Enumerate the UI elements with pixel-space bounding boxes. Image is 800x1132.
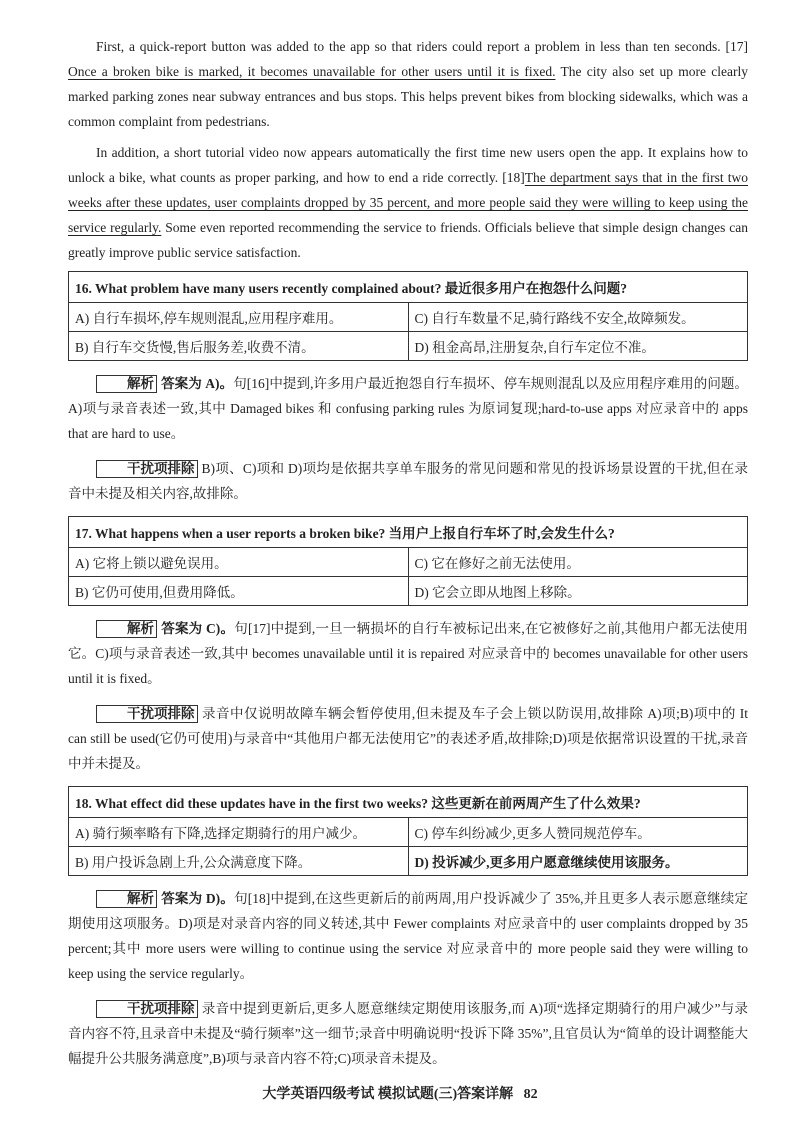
option-a: A) 骑行频率略有下降,选择定期骑行的用户减少。: [69, 818, 409, 847]
passage-text: First, a quick-report button was added to the app so that riders could report a problem in less than ten seconds.: [96, 39, 721, 54]
option-b: B) 它仍可使用,但费用降低。: [69, 577, 409, 606]
option-a: A) 它将上锁以避免误用。: [69, 548, 409, 577]
page-content: [68, 34, 748, 1071]
question-table-18: [68, 786, 748, 876]
passage-paragraph-2: [68, 140, 748, 265]
sentence-marker-18: [18]: [502, 170, 525, 185]
underlined-sentence-17: Once a broken bike is marked, it becomes unavailable for other users until it is fixed.: [68, 64, 556, 79]
distractor-text: B)项、C)项和 D)项均是依据共享单车服务的常见问题和常见的投诉场景设置的干扰,但在录音中未提及相关内容,故排除。: [68, 461, 748, 501]
option-a: A) 自行车损坏,停车规则混乱,应用程序难用。: [69, 303, 409, 332]
option-b: B) 用户投诉急剧上升,公众满意度下降。: [69, 847, 409, 876]
explanation-17: [68, 616, 748, 691]
passage-text: In addition, a short tutorial video now appears automatically the first time new users open the app. It explains how to unlock a bike, what counts as proper parking, and how to end a ride correctly.: [68, 145, 748, 185]
distractor-17: [68, 701, 748, 776]
explain-tag: 解析: [96, 890, 157, 908]
option-b: B) 自行车交货慢,售后服务差,收费不清。: [69, 332, 409, 361]
explain-text: 句[16]中提到,许多用户最近抱怨自行车损坏、停车规则混乱以及应用程序难用的问题。A)项与录音表述一致,其中 Damaged bikes 和 confusing parking rules 为原词复现;hard-to-use apps 对应录音中的 apps that are hard to use。: [68, 376, 748, 441]
question-table-16: [68, 271, 748, 361]
explain-tag: 解析: [96, 620, 157, 638]
question-table-17: [68, 516, 748, 606]
option-c: C) 停车纠纷减少,更多人赞同规范停车。: [408, 818, 748, 847]
answer-label: 答案为 D)。: [161, 891, 235, 906]
question-header: 17. What happens when a user reports a broken bike? 当用户上报自行车坏了时,会发生什么?: [69, 517, 748, 548]
underlined-sentence-18: The department says that in the first two weeks after these updates, user complaints dropped by 35 percent, and more people said they were willing to keep using the service regularly.: [68, 170, 749, 235]
explain-text: 句[18]中提到,在这些更新后的前两周,用户投诉减少了 35%,并且更多人表示愿意继续定期使用这项服务。D)项是对录音内容的同义转述,其中 Fewer complaints 对应录音中的 user complaints dropped by 35 percent;其中 more users were willing to continue using the service 对应录音中的 more people said they were willing to keep using the service regularly。: [68, 891, 748, 981]
distractor-tag: 干扰项排除: [96, 460, 198, 478]
sentence-marker-17: [17]: [725, 39, 749, 54]
distractor-16: [68, 456, 748, 506]
option-c: C) 它在修好之前无法使用。: [408, 548, 748, 577]
explain-tag: 解析: [96, 375, 157, 393]
distractor-tag: 干扰项排除: [96, 705, 198, 723]
option-c: C) 自行车数量不足,骑行路线不安全,故障频发。: [408, 303, 748, 332]
footer-title: 大学英语四级考试 模拟试题(三)答案详解: [262, 1087, 514, 1102]
option-d: D) 它会立即从地图上移除。: [408, 577, 748, 606]
page-number: 82: [523, 1087, 538, 1102]
page-footer: [0, 1083, 800, 1103]
distractor-text: 录音中仅说明故障车辆会暂停使用,但未提及车子会上锁以防误用,故排除 A)项;B)项中的 It can still be used(它仍可使用)与录音中“其他用户都无法使用它”的表述矛盾,故排除;D)项是依据常识设置的干扰,录音中并未提及。: [68, 706, 748, 771]
explanation-18: [68, 886, 748, 986]
question-header: 18. What effect did these updates have in the first two weeks? 这些更新在前两周产生了什么效果?: [69, 787, 748, 818]
explanation-16: [68, 371, 748, 446]
answer-label: 答案为 A)。: [161, 376, 234, 391]
passage-text: The city also set up more clearly marked parking zones near subway entrances and bus stops. This helps prevent bikes from blocking sidewalks, which was a common complaint from pedestrians.: [68, 64, 748, 129]
option-d: D) 租金高昂,注册复杂,自行车定位不准。: [408, 332, 748, 361]
distractor-tag: 干扰项排除: [96, 1000, 198, 1018]
passage-paragraph-1: [68, 34, 748, 134]
answer-label: 答案为 C)。: [161, 621, 235, 636]
distractor-text: 录音中提到更新后,更多人愿意继续定期使用该服务,而 A)项“选择定期骑行的用户减少”与录音内容不符,且录音中未提及“骑行频率”这一细节;录音中明确说明“投诉下降 35%”,且官员认为“简单的设计调整能大幅提升公共服务满意度”,B)项与录音内容不符;C)项录音未提及。: [68, 1001, 748, 1066]
distractor-18: [68, 996, 748, 1071]
passage-text: Some even reported recommending the service to friends. Officials believe that simple design changes can greatly improve public service satisfaction.: [68, 220, 749, 260]
question-header: 16. What problem have many users recently complained about? 最近很多用户在抱怨什么问题?: [69, 272, 748, 303]
option-d: D) 投诉减少,更多用户愿意继续使用该服务。: [408, 847, 748, 876]
explain-text: 句[17]中提到,一旦一辆损坏的自行车被标记出来,在它被修好之前,其他用户都无法使用它。C)项与录音表述一致,其中 becomes unavailable until it is repaired 对应录音中的 becomes unavailable for other users until it is fixed。: [68, 621, 748, 686]
